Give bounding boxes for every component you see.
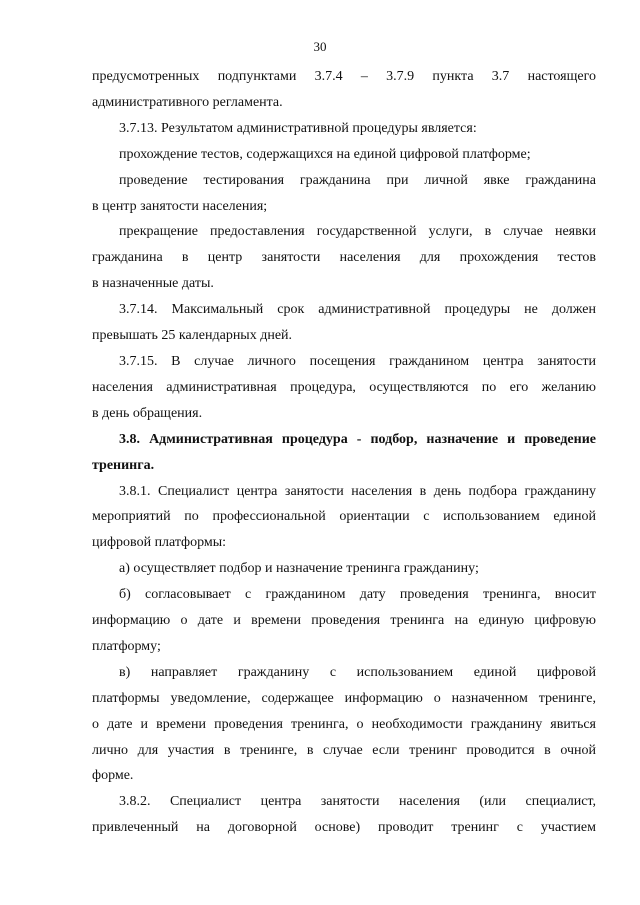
section-heading-line: 3.8. Административная процедура - подбор, назначение и проведение — [119, 431, 596, 447]
text-line: лично для участия в тренинге, в случае если тренинг проводится в очной — [92, 742, 596, 758]
text-line: в назначенные даты. — [92, 276, 214, 292]
page-number: 30 — [313, 39, 327, 54]
text-line: 3.7.13. Результатом административной процедуры является: — [119, 120, 477, 136]
text-line: о дате и времени проведения тренинга, о необходимости гражданину явиться — [92, 716, 596, 732]
text-line: 3.7.15. В случае личного посещения гражданином центра занятости — [119, 353, 596, 369]
text-line: цифровой платформы: — [92, 535, 227, 551]
text-line: гражданина в центр занятости населения для прохождения тестов — [92, 250, 596, 266]
text-line: прекращение предоставления государственной услуги, в случае неявки — [119, 224, 596, 240]
text-line: а) осуществляет подбор и назначение тренинга гражданину; — [119, 561, 479, 577]
text-line: форме. — [92, 768, 134, 784]
text-line: информацию о дате и времени проведения тренинга на единую цифровую — [92, 613, 596, 629]
section-heading-line: тренинга. — [92, 457, 155, 473]
text-line: б) согласовывает с гражданином дату проведения тренинга, вносит — [119, 587, 596, 603]
text-line: предусмотренных подпунктами 3.7.4 – 3.7.9 пункта 3.7 настоящего — [92, 69, 596, 84]
text-line: привлеченный на договорной основе) проводит тренинг с участием — [92, 820, 596, 836]
text-line: 3.7.14. Максимальный срок административной процедуры не должен — [119, 302, 596, 318]
text-line: в центр занятости населения; — [92, 198, 268, 214]
document-body — [92, 64, 596, 841]
text-line: 3.8.2. Специалист центра занятости населения (или специалист, — [119, 794, 596, 810]
text-line: в день обращения. — [92, 405, 203, 421]
text-line: административного регламента. — [92, 94, 283, 110]
text-line: 3.8.1. Специалист центра занятости населения в день подбора гражданину — [119, 483, 596, 499]
text-line: прохождение тестов, содержащихся на единой цифровой платформе; — [119, 146, 531, 162]
text-line: платформы уведомление, содержащее информацию о назначенном тренинге, — [92, 690, 596, 706]
text-line: превышать 25 календарных дней. — [92, 328, 293, 344]
text-line: населения административная процедура, осуществляются по его желанию — [92, 379, 596, 395]
text-line: в) направляет гражданину с использованием единой цифровой — [119, 664, 596, 680]
text-line: проведение тестирования гражданина при личной явке гражданина — [119, 172, 596, 188]
text-line: мероприятий по профессиональной ориентации с использованием единой — [92, 509, 596, 525]
text-line: платформу; — [92, 638, 161, 654]
